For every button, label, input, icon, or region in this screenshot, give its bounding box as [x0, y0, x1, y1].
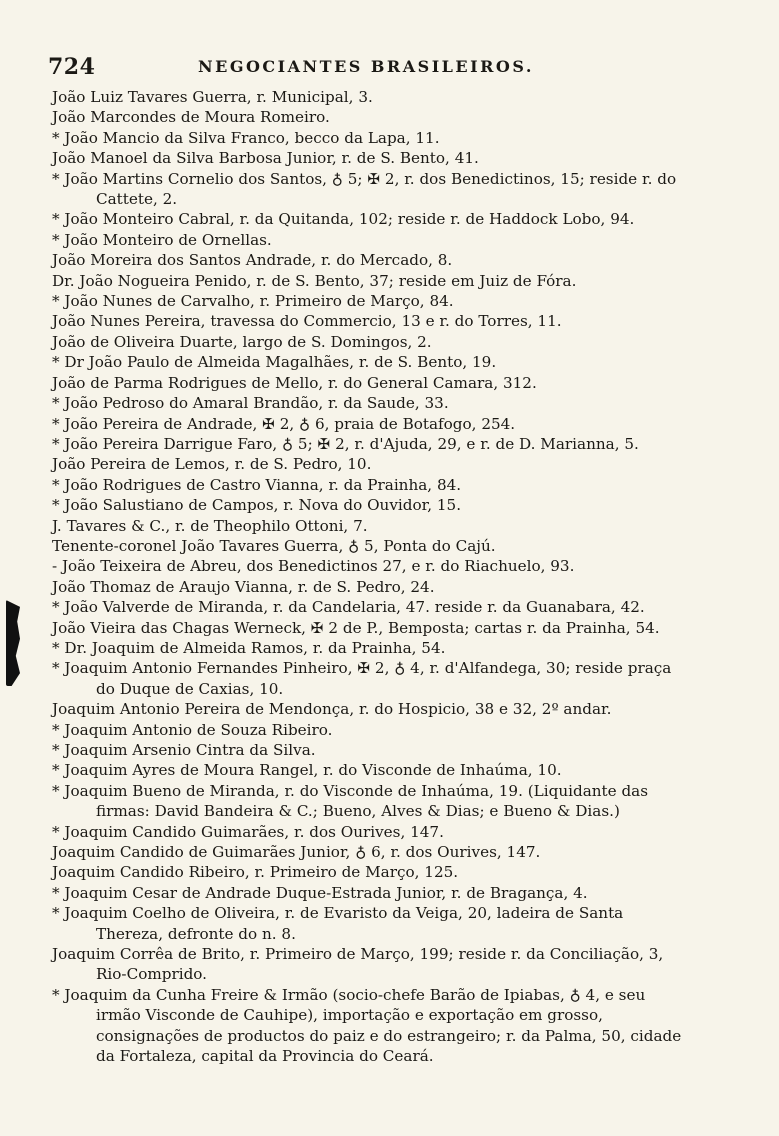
list-item: * Joaquim da Cunha Freire & Irmão (socio-chefe Barão de Ipiabas, ♁ 4, e seu irmão Visconde de Cauhipe), importação e exportação em grosso, consignações de productos do paiz e do estrangeiro; r. da Palma, 50, cidade da Fortaleza, capital da Provincia do Ceará. — [52, 985, 682, 1066]
list-item: João Marcondes de Moura Romeiro. — [52, 108, 330, 127]
list-item: * Joaquim Bueno de Miranda, r. do Visconde de Inhaúma, 19. (Liquidante das firmas: David Bandeira & C.; Bueno, Alves & Dias; e Bueno & Dias.) — [52, 781, 649, 821]
list-item: * João Pereira Darrigue Faro, ♁ 5; ✠ 2, r. d'Ajuda, 29, e r. de D. Marianna, 5. — [52, 434, 639, 453]
running-title: NEGOCIANTES BRASILEIROS. — [198, 57, 534, 76]
list-item: Tenente-coronel João Tavares Guerra, ♁ 5, Ponta do Cajú. — [52, 536, 496, 555]
list-item: * Dr João Paulo de Almeida Magalhães, r. de S. Bento, 19. — [52, 353, 497, 372]
list-item: * João Valverde de Miranda, r. da Candelaria, 47. reside r. da Guanabara, 42. — [52, 598, 645, 617]
list-item: * João Mancio da Silva Franco, becco da Lapa, 11. — [52, 128, 440, 147]
list-item: * João Salustiano de Campos, r. Nova do Ouvidor, 15. — [52, 496, 462, 515]
list-item: João Pereira de Lemos, r. de S. Pedro, 10. — [52, 455, 372, 474]
binding-shadow — [6, 600, 20, 686]
list-item: * Joaquim Candido Guimarães, r. dos Ourives, 147. — [52, 822, 444, 841]
list-item: * João Pereira de Andrade, ✠ 2, ♁ 6, praia de Botafogo, 254. — [52, 414, 516, 433]
list-item: J. Tavares & C., r. de Theophilo Ottoni, 7. — [52, 516, 368, 535]
list-item: Joaquim Candido Ribeiro, r. Primeiro de Março, 125. — [52, 863, 459, 882]
list-item: Dr. João Nogueira Penido, r. de S. Bento, 37; reside em Juiz de Fóra. — [52, 271, 577, 290]
list-item: João Moreira dos Santos Andrade, r. do Mercado, 8. — [52, 251, 453, 270]
list-item: * Joaquim Arsenio Cintra da Silva. — [52, 741, 316, 759]
list-item: * Joaquim Antonio de Souza Ribeiro. — [52, 720, 333, 739]
list-item: João de Parma Rodrigues de Mello, r. do General Camara, 312. — [52, 373, 537, 392]
list-item: * Joaquim Coelho de Oliveira, r. de Evaristo da Veiga, 20, ladeira de Santa Thereza, defronte do n. 8. — [52, 904, 624, 943]
list-item: * Joaquim Ayres de Moura Rangel, r. do Visconde de Inhaúma, 10. — [52, 761, 562, 780]
list-item: João Manoel da Silva Barbosa Junior, r. de S. Bento, 41. — [52, 149, 479, 168]
list-item: * João Monteiro de Ornellas. — [52, 230, 272, 249]
list-item: * João Monteiro Cabral, r. da Quitanda, 102; reside r. de Haddock Lobo, 94. — [52, 210, 635, 229]
list-item: João de Oliveira Duarte, largo de S. Domingos, 2. — [52, 332, 432, 351]
list-item: João Vieira das Chagas Werneck, ✠ 2 de P., Bemposta; cartas r. da Prainha, 54. — [52, 618, 660, 637]
list-item: * João Rodrigues de Castro Vianna, r. da Prainha, 84. — [52, 475, 462, 494]
list-item: João Thomaz de Araujo Vianna, r. de S. Pedro, 24. — [52, 577, 435, 596]
list-item: * Joaquim Antonio Fernandes Pinheiro, ✠ 2, ♁ 4, r. d'Alfandega, 30; reside praça do Duque de Caxias, 10. — [52, 659, 672, 698]
page-number: 724 — [48, 54, 96, 80]
list-item: * Dr. Joaquim de Almeida Ramos, r. da Prainha, 54. — [52, 638, 446, 657]
list-item: * João Martins Cornelio dos Santos, ♁ 5; ✠ 2, r. dos Benedictinos, 15; reside r. do Cattete, 2. — [52, 169, 677, 209]
list-item: * João Pedroso do Amaral Brandão, r. da Saude, 33. — [52, 394, 449, 413]
list-item: Joaquim Candido de Guimarães Junior, ♁ 6, r. dos Ourives, 147. — [52, 843, 541, 862]
entry-list — [52, 87, 692, 1067]
list-item: - João Teixeira de Abreu, dos Benedictinos 27, e r. do Riachuelo, 93. — [52, 557, 575, 576]
list-item: * João Nunes de Carvalho, r. Primeiro de Março, 84. — [52, 292, 454, 311]
list-item: * Joaquim Cesar de Andrade Duque-Estrada Junior, r. de Bragança, 4. — [52, 883, 588, 902]
list-item: Joaquim Antonio Pereira de Mendonça, r. do Hospicio, 38 e 32, 2º andar. — [52, 700, 612, 719]
list-item: João Luiz Tavares Guerra, r. Municipal, 3. — [52, 88, 373, 106]
list-item: Joaquim Corrêa de Brito, r. Primeiro de Março, 199; reside r. da Conciliação, 3, Rio-Comprido. — [52, 945, 664, 984]
list-item: João Nunes Pereira, travessa do Commercio, 13 e r. do Torres, 11. — [52, 312, 562, 331]
